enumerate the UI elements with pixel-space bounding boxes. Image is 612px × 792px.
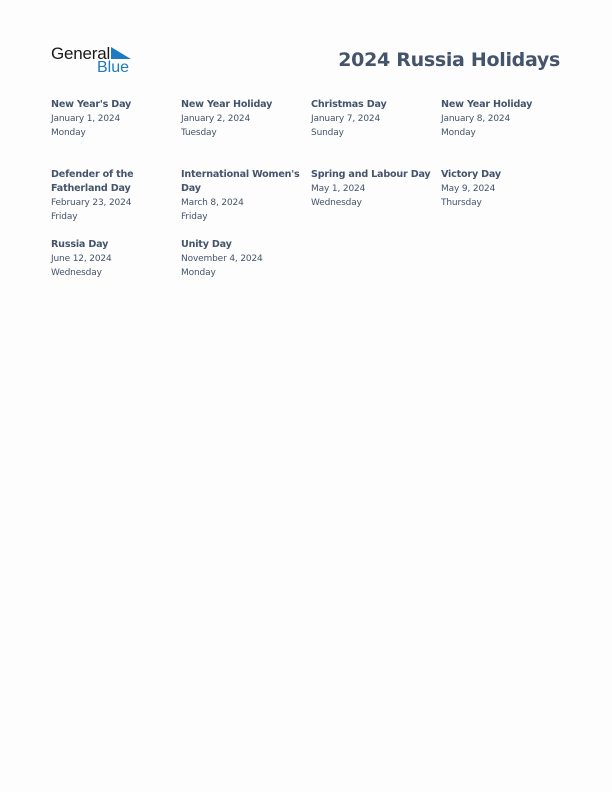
page-title: 2024 Russia Holidays [338,49,560,71]
holiday-weekday: Friday [51,212,78,222]
generalblue-logo [51,44,133,78]
logo-text-blue: Blue [97,59,130,76]
holiday-date: January 1, 2024 [51,114,121,124]
holiday-name: New Year Holiday [181,99,273,110]
holiday-name: Russia Day [51,239,109,250]
holiday-date: June 12, 2024 [51,254,112,264]
holiday-item [51,168,151,224]
holiday-weekday: Sunday [311,128,344,138]
holiday-weekday: Monday [51,128,86,138]
holiday-item [51,98,173,140]
holiday-name: New Year's Day [51,99,132,110]
holiday-weekday: Monday [181,268,216,278]
holiday-item [441,98,563,140]
holiday-date: May 9, 2024 [441,184,496,194]
holiday-name: Spring and Labour Day [311,169,431,180]
holiday-date: January 7, 2024 [311,114,381,124]
holiday-weekday: Wednesday [51,268,102,278]
holiday-name: International Women's Day [181,169,300,194]
holiday-name: New Year Holiday [441,99,533,110]
holiday-name: Christmas Day [311,99,387,110]
holiday-date: May 1, 2024 [311,184,366,194]
holiday-weekday: Friday [181,212,208,222]
holiday-date: January 2, 2024 [181,114,251,124]
holiday-weekday: Monday [441,128,476,138]
holiday-weekday: Thursday [441,198,482,208]
holiday-item [311,98,433,140]
holiday-date: March 8, 2024 [181,198,244,208]
holiday-name: Victory Day [441,169,501,180]
holiday-item [51,238,173,280]
holiday-date: November 4, 2024 [181,254,263,264]
holiday-weekday: Tuesday [181,128,217,138]
logo-text-general: General [51,44,111,63]
holiday-name: Defender of the Fatherland Day [51,169,134,194]
holiday-item [181,238,303,280]
holiday-item [441,168,563,210]
holiday-date: January 8, 2024 [441,114,511,124]
holiday-name: Unity Day [181,239,232,250]
holiday-date: February 23, 2024 [51,198,132,208]
holiday-item [181,98,303,140]
holiday-weekday: Wednesday [311,198,362,208]
holiday-item [181,168,307,224]
holiday-item [311,168,439,210]
